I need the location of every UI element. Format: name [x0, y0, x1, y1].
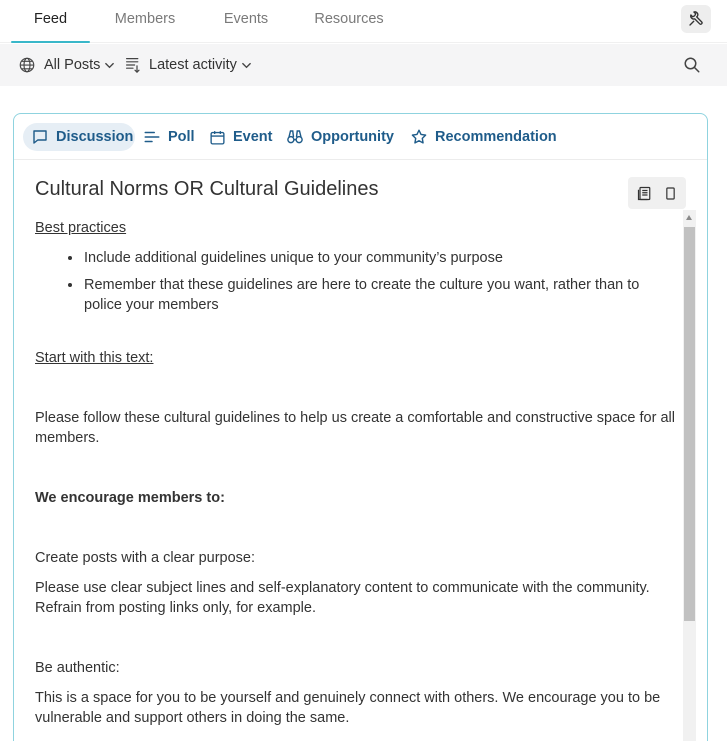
tab-events[interactable]: Events [223, 11, 269, 27]
start-text-heading: Start with this text: [35, 350, 154, 366]
tab-feed[interactable]: Feed [11, 0, 90, 43]
search-icon [683, 56, 701, 74]
purpose-paragraph: Please use clear subject lines and self-explanatory content to communicate with the community. Refrain from posting links only, for example. [35, 580, 650, 616]
post-type-label: Discussion [56, 129, 134, 145]
document-icon [637, 186, 652, 201]
editor-mode-toggle [628, 177, 686, 209]
scrollbar-thumb[interactable] [684, 227, 695, 621]
tab-members[interactable]: Members [114, 11, 176, 27]
post-type-label: Event [233, 129, 273, 145]
wrench-screwdriver-icon [687, 10, 705, 28]
binoculars-icon [286, 128, 304, 146]
post-type-event[interactable] [209, 123, 273, 151]
all-posts-label: All Posts [44, 57, 101, 73]
star-icon [410, 128, 428, 146]
plain-text-mode-button[interactable] [658, 181, 682, 205]
chat-bubble-icon [31, 128, 49, 146]
scroll-up-arrow-icon[interactable] [686, 215, 692, 220]
globe-icon [18, 56, 36, 74]
list-item: • Remember that these guidelines are here to create the culture you want, rather than to police your members [83, 275, 675, 315]
post-title-input[interactable]: Cultural Norms OR Cultural Guidelines [35, 178, 379, 200]
chevron-down-icon [241, 60, 252, 71]
best-practices-heading: Best practices [35, 220, 127, 236]
feed-filter-bar [0, 44, 727, 86]
sort-dropdown[interactable] [125, 44, 252, 86]
authentic-paragraph: This is a space for you to be yourself and genuinely connect with others. We encourage you to be vulnerable and support others in doing the same. [35, 690, 661, 726]
calendar-icon [209, 129, 226, 146]
rich-text-mode-button[interactable] [632, 181, 656, 205]
post-type-label: Recommendation [435, 129, 557, 145]
post-type-discussion[interactable] [23, 123, 135, 151]
post-type-poll[interactable] [143, 123, 195, 151]
best-practices-list [83, 248, 675, 315]
post-type-label: Poll [168, 129, 195, 145]
sort-label: Latest activity [149, 57, 237, 73]
chevron-down-icon [104, 60, 115, 71]
page-outline-icon [665, 187, 676, 200]
post-type-recommendation[interactable] [410, 123, 557, 151]
authentic-heading: Be authentic: [35, 660, 120, 676]
top-tab-bar [0, 0, 727, 43]
post-type-label: Opportunity [311, 129, 394, 145]
all-posts-dropdown[interactable] [18, 44, 115, 86]
intro-paragraph: Please follow these cultural guidelines to help us create a comfortable and constructive space for all members. [35, 410, 675, 446]
post-body-editor[interactable] [35, 218, 675, 728]
editor-scrollbar[interactable] [683, 210, 696, 741]
poll-bars-icon [143, 128, 161, 146]
post-type-selector [14, 114, 707, 160]
admin-tools-button[interactable] [681, 5, 711, 33]
sort-list-icon [125, 56, 141, 74]
encourage-heading: We encourage members to: [35, 490, 225, 506]
search-button[interactable] [681, 54, 703, 76]
post-composer [13, 113, 708, 741]
purpose-heading: Create posts with a clear purpose: [35, 550, 256, 566]
list-item: • Include additional guidelines unique to your community’s purpose [83, 248, 675, 268]
tab-resources[interactable]: Resources [314, 11, 384, 27]
post-type-opportunity[interactable] [286, 123, 394, 151]
